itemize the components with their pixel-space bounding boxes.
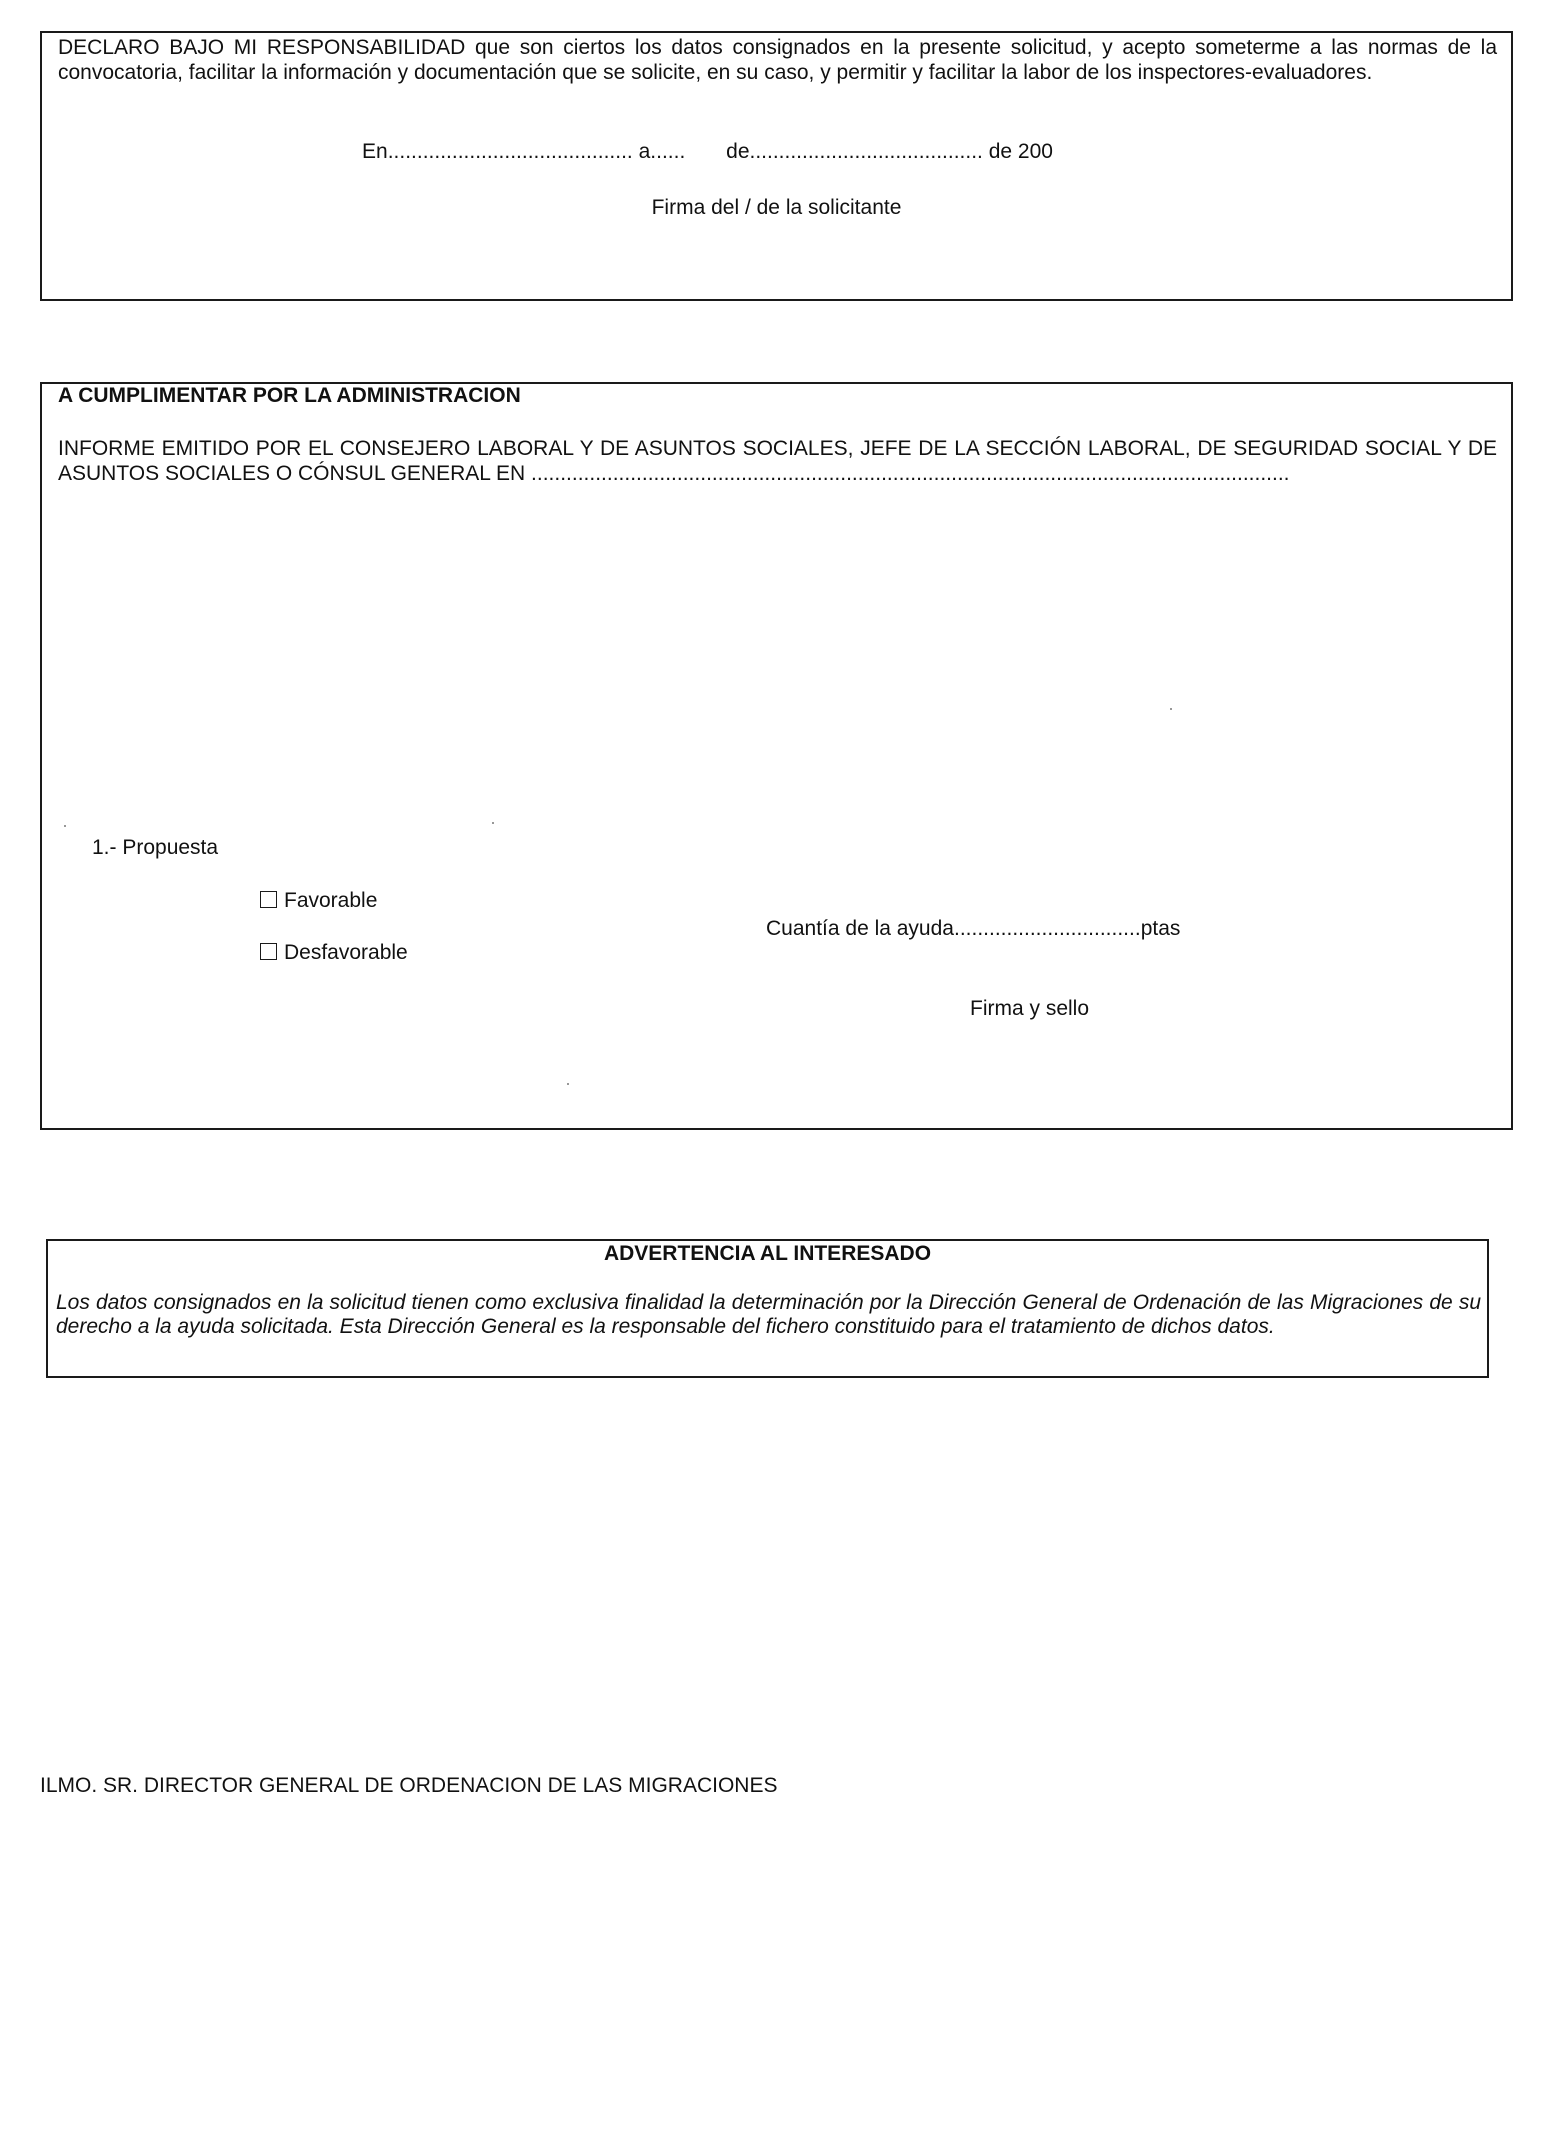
favorable-label: Favorable [284,889,378,912]
proposal-label: 1.- Propuesta [92,836,219,859]
favorable-checkbox[interactable] [260,891,277,908]
place-field[interactable]: .......................................... [387,140,633,163]
declaration-text: DECLARO BAJO MI RESPONSABILIDAD que son ciertos los datos consignados en la presente solicitud, y acepto someterme a las normas de la convocatoria, facilitar la información y documentación que se solicite, en su caso, y permitir y facilitar la labor de los inspectores-evaluadores. [58,36,1497,84]
amount-label: Cuantía de la ayuda [766,917,954,940]
year-label: de 200 [988,140,1053,163]
amount-unit: ptas [1140,917,1181,940]
date-a-label: a [638,140,651,163]
applicant-signature-label: Firma del / de la solicitante [651,196,902,219]
administration-title: A CUMPLIMENTAR POR LA ADMINISTRACION [58,384,521,407]
warning-title: ADVERTENCIA AL INTERESADO [603,1242,932,1265]
date-en-label: En [362,140,388,163]
warning-box [46,1239,1489,1378]
administration-box [40,382,1513,1130]
amount-field[interactable]: ................................ [953,917,1141,940]
report-label: INFORME EMITIDO POR EL CONSEJERO LABORAL Y DE ASUNTOS SOCIALES, JEFE DE LA SECCIÓN LABORAL, DE SEGURIDAD SOCIAL Y DE ASUNTOS SOCIALES O CÓNSUL GENERAL EN [58,437,1497,485]
warning-text: Los datos consignados en la solicitud tienen como exclusiva finalidad la determinación por la Dirección General de Ordenación de las Migraciones de su derecho a la ayuda solicitada. Esta Dirección General es la responsable del fichero constituido para el tratamiento de dichos datos. [56,1291,1481,1338]
amount-line [766,917,1180,941]
month-field[interactable]: ........................................ [749,140,983,163]
day-field[interactable]: ...... [650,140,686,163]
consulate-location-field[interactable]: .................................................................................................................................. [531,462,1290,485]
unfavorable-option[interactable] [260,941,408,965]
date-de-label: de [726,140,750,163]
signature-stamp-label: Firma y sello [970,997,1090,1020]
favorable-option[interactable] [260,889,377,913]
unfavorable-checkbox[interactable] [260,943,277,960]
report-text [58,436,1497,486]
declaration-box [40,31,1513,301]
addressee-line: ILMO. SR. DIRECTOR GENERAL DE ORDENACION DE LAS MIGRACIONES [40,1774,778,1797]
unfavorable-label: Desfavorable [284,941,408,964]
date-place-line [362,140,1053,164]
